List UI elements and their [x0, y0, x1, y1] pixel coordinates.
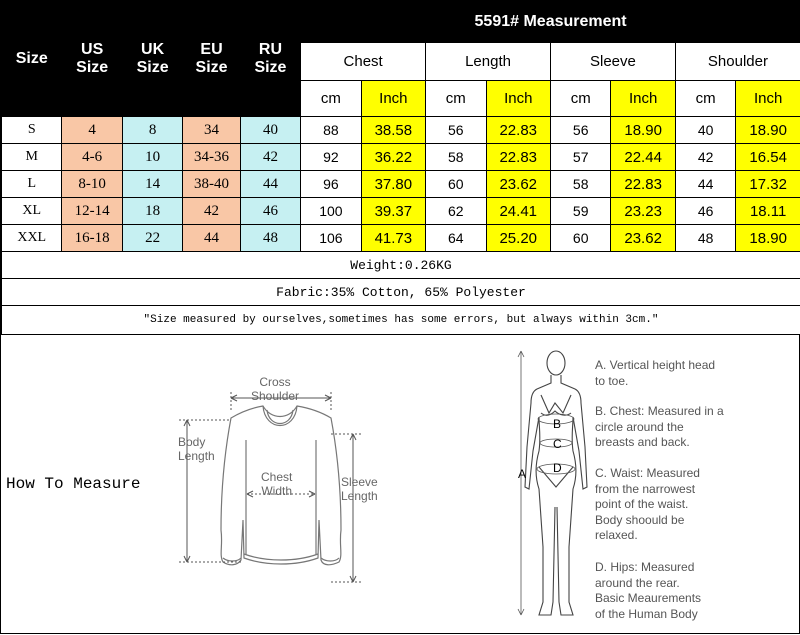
- cell-length-in: 22.83: [486, 117, 550, 144]
- cell-shoulder-in: 18.90: [736, 117, 800, 144]
- cell-chest-in: 41.73: [361, 225, 425, 252]
- cell-uk: 22: [122, 225, 182, 252]
- cell-shoulder-in: 17.32: [736, 171, 800, 198]
- body-length-label: Body Length: [178, 435, 215, 463]
- fabric-info: Fabric:35% Cotton, 65% Polyester: [2, 279, 800, 306]
- header-size: Size: [2, 2, 62, 117]
- cell-sleeve-in: 18.90: [611, 117, 675, 144]
- cell-length-in: 24.41: [486, 198, 550, 225]
- cell-chest-cm: 88: [301, 117, 361, 144]
- table-row: [2, 198, 800, 225]
- chest-width-label: Chest Width: [261, 470, 292, 498]
- unit-inch: Inch: [611, 81, 675, 117]
- cell-length-cm: 62: [426, 198, 486, 225]
- cell-ru: 42: [240, 144, 300, 171]
- cell-sleeve-cm: 57: [550, 144, 610, 171]
- weight-info: Weight:0.26KG: [2, 252, 800, 279]
- cell-length-in: 23.62: [486, 171, 550, 198]
- cell-chest-in: 36.22: [361, 144, 425, 171]
- table-row: [2, 225, 800, 252]
- cell-eu: 34-36: [183, 144, 240, 171]
- unit-inch: Inch: [361, 81, 425, 117]
- header-uk: UK Size: [122, 2, 182, 117]
- cell-length-cm: 64: [426, 225, 486, 252]
- unit-cm: cm: [426, 81, 486, 117]
- letter-c: C: [553, 437, 562, 451]
- step-a: A. Vertical height head to toe.: [595, 358, 745, 389]
- unit-cm: cm: [675, 81, 735, 117]
- cell-sleeve-cm: 58: [550, 171, 610, 198]
- cell-sleeve-in: 22.44: [611, 144, 675, 171]
- cell-eu: 38-40: [183, 171, 240, 198]
- letter-b: B: [553, 417, 561, 431]
- unit-cm: cm: [301, 81, 361, 117]
- cell-sleeve-cm: 56: [550, 117, 610, 144]
- cell-sleeve-in: 22.83: [611, 171, 675, 198]
- unit-inch: Inch: [486, 81, 550, 117]
- cell-length-cm: 56: [426, 117, 486, 144]
- cell-ru: 44: [240, 171, 300, 198]
- cell-length-cm: 60: [426, 171, 486, 198]
- cell-sleeve-in: 23.62: [611, 225, 675, 252]
- cell-chest-in: 39.37: [361, 198, 425, 225]
- cell-us: 12-14: [62, 198, 122, 225]
- unit-inch: Inch: [736, 81, 800, 117]
- cell-eu: 42: [183, 198, 240, 225]
- cell-uk: 18: [122, 198, 182, 225]
- cell-uk: 10: [122, 144, 182, 171]
- cell-shoulder-cm: 44: [675, 171, 735, 198]
- group-chest: Chest: [301, 43, 426, 81]
- cell-shoulder-cm: 42: [675, 144, 735, 171]
- table-row: [2, 171, 800, 198]
- sleeve-length-label: Sleeve Length: [341, 475, 378, 503]
- cell-us: 4-6: [62, 144, 122, 171]
- step-d: D. Hips: Measured around the rear. Basic Meaurements of the Human Body: [595, 560, 745, 622]
- table-title: 5591# Measurement: [301, 2, 800, 43]
- cell-size: XL: [2, 198, 62, 225]
- letter-a: A: [518, 467, 526, 481]
- cell-chest-cm: 96: [301, 171, 361, 198]
- cell-size: L: [2, 171, 62, 198]
- unit-cm: cm: [550, 81, 610, 117]
- size-table: [1, 1, 800, 335]
- group-shoulder: Shoulder: [675, 43, 800, 81]
- letter-d: D: [553, 461, 562, 475]
- cell-sleeve-cm: 59: [550, 198, 610, 225]
- cell-ru: 48: [240, 225, 300, 252]
- cell-us: 4: [62, 117, 122, 144]
- cell-chest-in: 38.58: [361, 117, 425, 144]
- cell-chest-cm: 106: [301, 225, 361, 252]
- cell-us: 16-18: [62, 225, 122, 252]
- measurement-note: "Size measured by ourselves,sometimes has some errors, but always within 3cm.": [2, 306, 800, 335]
- cell-length-in: 22.83: [486, 144, 550, 171]
- step-b: B. Chest: Measured in a circle around the breasts and back.: [595, 404, 745, 451]
- cell-chest-cm: 100: [301, 198, 361, 225]
- cell-us: 8-10: [62, 171, 122, 198]
- cell-ru: 40: [240, 117, 300, 144]
- cell-uk: 8: [122, 117, 182, 144]
- cross-shoulder-label: Cross Shoulder: [251, 375, 299, 403]
- cell-shoulder-in: 18.11: [736, 198, 800, 225]
- cell-length-cm: 58: [426, 144, 486, 171]
- cell-length-in: 25.20: [486, 225, 550, 252]
- cell-sleeve-in: 23.23: [611, 198, 675, 225]
- header-ru: RU Size: [240, 2, 300, 117]
- cell-size: M: [2, 144, 62, 171]
- cell-ru: 46: [240, 198, 300, 225]
- table-row: [2, 117, 800, 144]
- cell-sleeve-cm: 60: [550, 225, 610, 252]
- header-us: US Size: [62, 2, 122, 117]
- how-to-measure-section: [1, 335, 800, 635]
- how-to-measure-label: How To Measure: [6, 475, 140, 493]
- body-figure: [511, 347, 601, 632]
- cell-shoulder-cm: 40: [675, 117, 735, 144]
- step-c: C. Waist: Measured from the narrowest point of the waist. Body shoould be relaxed.: [595, 466, 745, 544]
- cell-size: XXL: [2, 225, 62, 252]
- table-row: [2, 144, 800, 171]
- cell-chest-in: 37.80: [361, 171, 425, 198]
- header-eu: EU Size: [183, 2, 240, 117]
- cell-chest-cm: 92: [301, 144, 361, 171]
- cell-uk: 14: [122, 171, 182, 198]
- cell-shoulder-cm: 46: [675, 198, 735, 225]
- cell-shoulder-in: 16.54: [736, 144, 800, 171]
- group-length: Length: [426, 43, 551, 81]
- cell-size: S: [2, 117, 62, 144]
- cell-shoulder-cm: 48: [675, 225, 735, 252]
- group-sleeve: Sleeve: [550, 43, 675, 81]
- cell-eu: 44: [183, 225, 240, 252]
- cell-eu: 34: [183, 117, 240, 144]
- cell-shoulder-in: 18.90: [736, 225, 800, 252]
